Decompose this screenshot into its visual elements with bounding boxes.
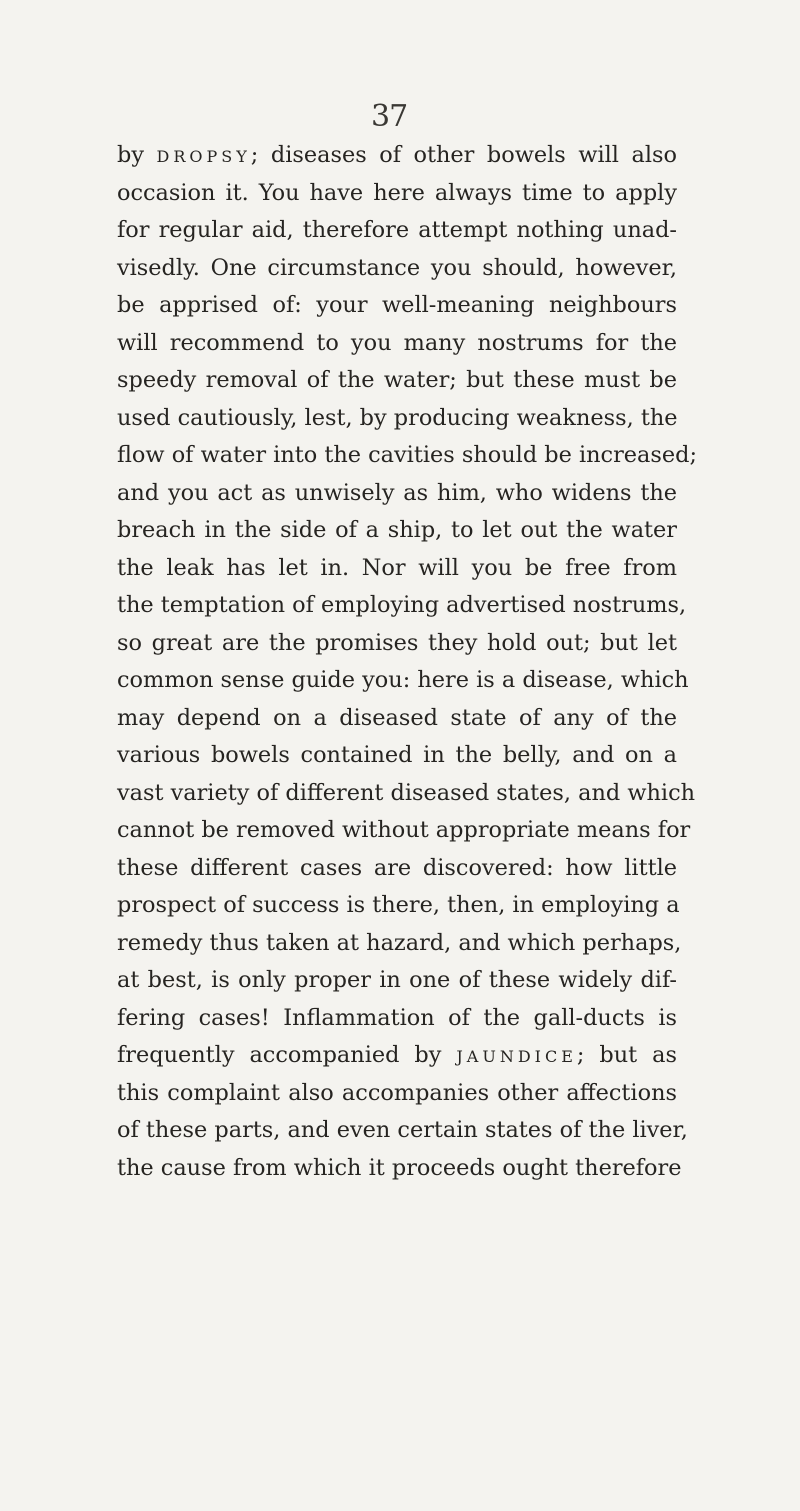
text-run: used cautiously, lest, by producing weakness, the	[117, 404, 678, 431]
text-run: occasion it. You have here always time to apply	[117, 179, 677, 206]
text-line	[117, 587, 687, 625]
text-run: the temptation of employing advertised nostrums,	[117, 592, 687, 618]
text-run: by	[117, 142, 157, 168]
text-line	[117, 962, 677, 1000]
text-line	[117, 1150, 682, 1188]
text-line	[117, 400, 677, 438]
text-line	[117, 1000, 677, 1038]
text-run: frequently accompanied by	[117, 1042, 457, 1068]
text-run: will recommend to you many nostrums for the	[117, 329, 677, 356]
text-run: prospect of success is there, then, in employing a	[117, 892, 680, 918]
text-run: this complaint also accompanies other affections	[117, 1079, 677, 1106]
text-line	[117, 175, 677, 213]
text-line	[117, 250, 677, 288]
text-line	[117, 137, 677, 175]
text-line	[117, 812, 691, 850]
text-line	[117, 475, 677, 513]
text-run: of these parts, and even certain states of the liver,	[117, 1117, 688, 1143]
text-run: so great are the promises they hold out; but let	[117, 629, 677, 656]
text-line	[117, 325, 677, 363]
text-run: and you act as unwisely as him, who widens the	[117, 479, 677, 506]
text-line	[117, 775, 696, 813]
text-line	[117, 887, 680, 925]
text-run: various bowels contained in the belly, and on a	[117, 742, 677, 768]
text-run: the cause from which it proceeds ought therefore	[117, 1154, 682, 1181]
text-line	[117, 437, 698, 475]
text-line	[117, 925, 682, 963]
text-run: visedly. One circumstance you should, however,	[117, 254, 677, 281]
text-line	[117, 512, 677, 550]
text-run: fering cases! Inflammation of the gall-ducts is	[117, 1004, 677, 1031]
text-run: flow of water into the cavities should be increased;	[117, 442, 698, 468]
text-line	[117, 625, 677, 663]
text-line	[117, 287, 677, 325]
small-caps-term: dropsy	[156, 142, 251, 168]
text-run: ; but as	[576, 1042, 677, 1068]
text-line	[117, 1075, 677, 1113]
text-run: breach in the side of a ship, to let out the water	[117, 517, 677, 543]
text-line	[117, 737, 677, 775]
text-line	[117, 1037, 677, 1075]
text-line	[117, 1112, 688, 1150]
text-run: at best, is only proper in one of these widely dif-	[117, 967, 677, 993]
text-run: ; diseases of other bowels will also	[250, 142, 677, 168]
text-run: may depend on a diseased state of any of the	[117, 704, 677, 731]
text-line	[117, 850, 677, 888]
text-line	[117, 662, 689, 700]
text-run: cannot be removed without appropriate means for	[117, 817, 691, 843]
text-run: remedy thus taken at hazard, and which perhaps,	[117, 929, 682, 956]
text-line	[117, 212, 677, 250]
text-run: these different cases are discovered: how little	[117, 854, 677, 881]
text-run: be apprised of: your well-meaning neighbours	[117, 292, 677, 318]
small-caps-term: jaundice	[456, 1042, 577, 1068]
text-line	[117, 362, 677, 400]
text-run: for regular aid, therefore attempt nothing unad-	[117, 217, 677, 243]
text-run: common sense guide you: here is a disease, which	[117, 667, 689, 693]
text-run: speedy removal of the water; but these must be	[117, 367, 677, 393]
text-line	[117, 700, 677, 738]
text-line	[117, 550, 677, 588]
page-number: 37	[371, 99, 408, 134]
text-run: vast variety of different diseased states, and which	[117, 779, 696, 806]
body-text	[117, 137, 698, 1187]
text-run: the leak has let in. Nor will you be free from	[117, 554, 677, 581]
